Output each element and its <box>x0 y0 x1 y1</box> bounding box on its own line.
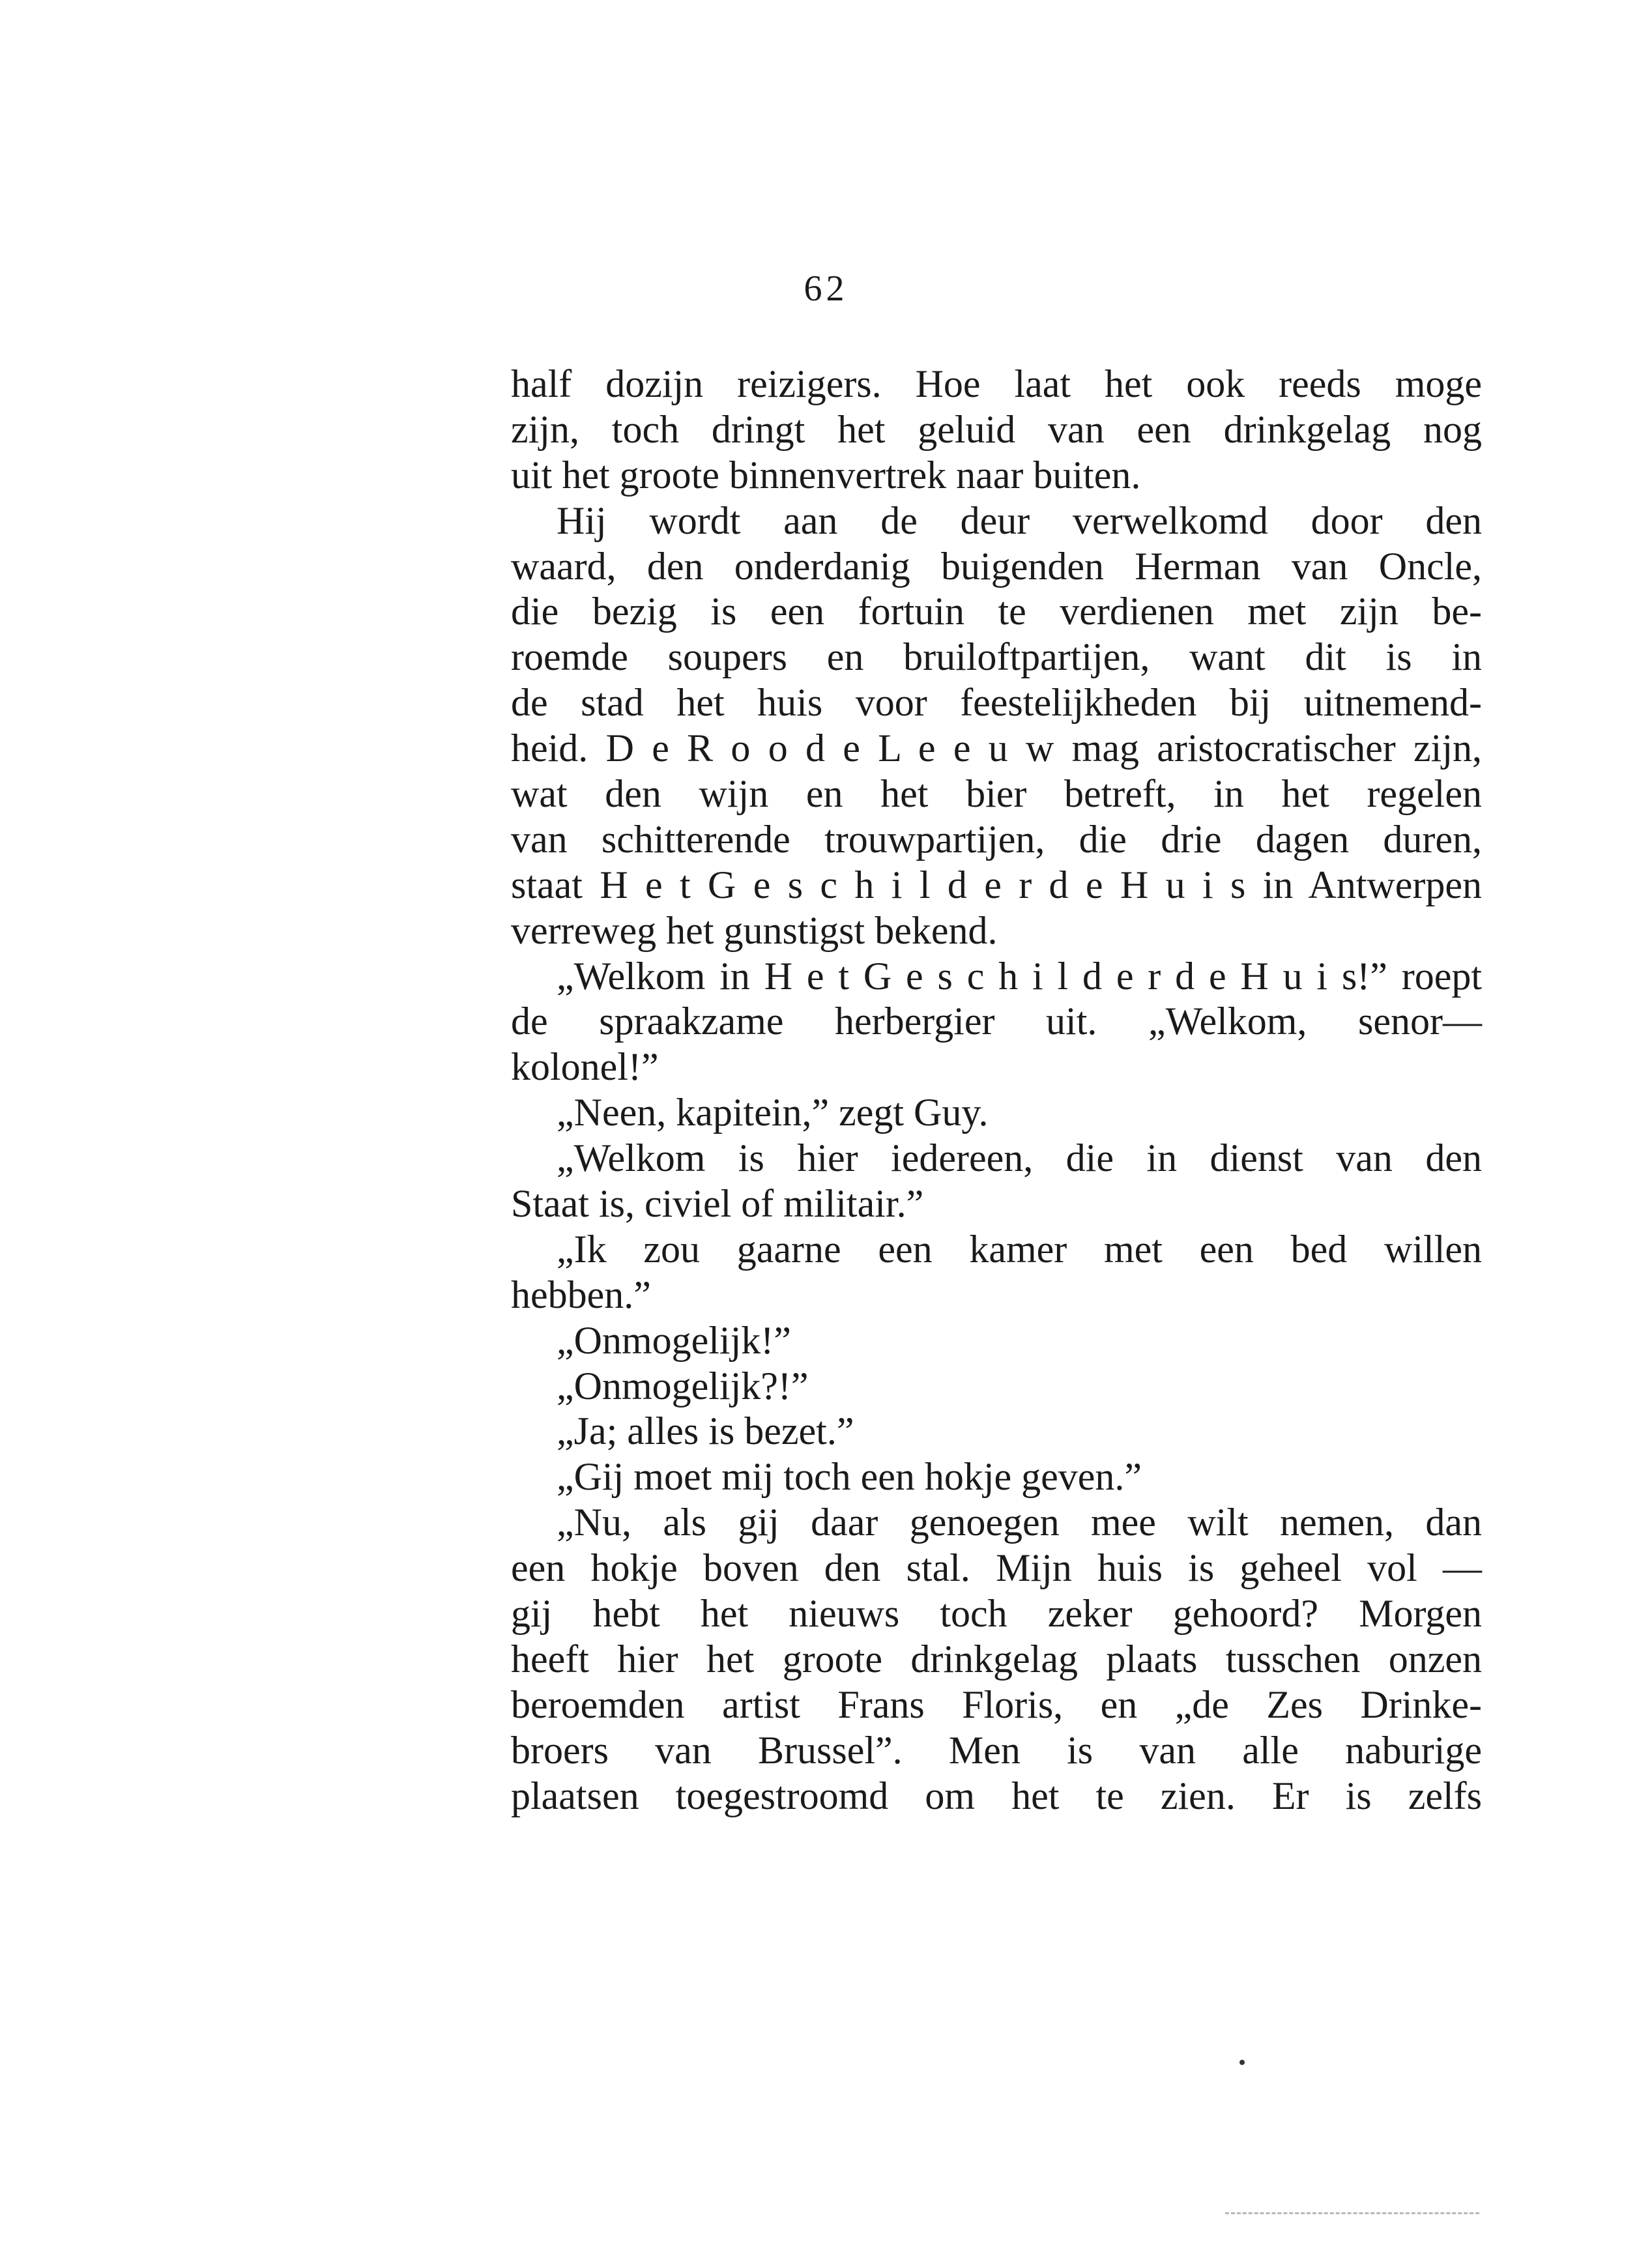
text-line: de stad het huis voor feestelijkheden bij uitnemend- <box>511 681 1482 725</box>
text-line: van schitterende trouwpartijen, die drie dagen duren, <box>511 817 1482 861</box>
text-line: kolonel!” <box>511 1045 659 1089</box>
text-line: plaatsen toegestroomd om het te zien. Er is zelfs <box>511 1774 1482 1817</box>
text-line: „Gij moet mij toch een hokje geven.” <box>557 1455 1142 1499</box>
text-line: „Onmogelijk?!” <box>557 1364 809 1408</box>
text-line: „Ja; alles is bezet.” <box>557 1409 854 1453</box>
text-line: Hij wordt aan de deur verwelkomd door den <box>557 498 1482 542</box>
text-line: staat H e t G e s c h i l d e r d e H u i s in Antwerpen <box>511 863 1482 906</box>
text-line: een hokje boven den stal. Mijn huis is geheel vol — <box>511 1546 1482 1590</box>
text-line: „Nu, als gij daar genoegen mee wilt nemen, dan <box>557 1501 1482 1544</box>
page-number: 62 <box>804 268 848 309</box>
body-text <box>511 362 1482 1819</box>
text-line: beroemden artist Frans Floris, en „de Zes Drinke- <box>511 1682 1482 1726</box>
text-line: verreweg het gunstigst bekend. <box>511 908 998 952</box>
text-line: wat den wijn en het bier betreft, in het regelen <box>511 772 1482 816</box>
text-line: roemde soupers en bruiloftpartijen, want dit is in <box>511 635 1482 679</box>
text-line: „Ik zou gaarne een kamer met een bed willen <box>557 1227 1482 1271</box>
text-line: broers van Brussel”. Men is van alle naburige <box>511 1728 1482 1772</box>
scan-artifact-dashes <box>1225 2212 1479 2214</box>
text-line: uit het groote binnenvertrek naar buiten. <box>511 453 1141 497</box>
text-line: die bezig is een fortuin te verdienen met zijn be- <box>511 590 1482 633</box>
text-line: zijn, toch dringt het geluid van een drinkgelag nog <box>511 407 1482 451</box>
text-line: „Onmogelijk!” <box>557 1318 791 1362</box>
text-line: half dozijn reizigers. Hoe laat het ook reeds moge <box>511 362 1482 405</box>
text-line: gij hebt het nieuws toch zeker gehoord? Morgen <box>511 1592 1482 1636</box>
text-line: heid. D e R o o d e L e e u w mag aristocratischer zijn, <box>511 727 1482 770</box>
text-line: „Neen, kapitein,” zegt Guy. <box>557 1091 989 1134</box>
text-line: waard, den onderdanig buigenden Herman van Oncle, <box>511 544 1482 588</box>
text-line: hebben.” <box>511 1273 651 1316</box>
text-line: de spraakzame herbergier uit. „Welkom, senor— <box>511 1000 1482 1043</box>
ink-speck <box>1239 2060 1245 2065</box>
text-line: heeft hier het groote drinkgelag plaats tusschen onzen <box>511 1637 1482 1681</box>
text-line: „Welkom in H e t G e s c h i l d e r d e H u i s!” roept <box>557 954 1482 998</box>
text-line: „Welkom is hier iedereen, die in dienst van den <box>557 1136 1482 1180</box>
text-line: Staat is, civiel of militair.” <box>511 1182 924 1226</box>
